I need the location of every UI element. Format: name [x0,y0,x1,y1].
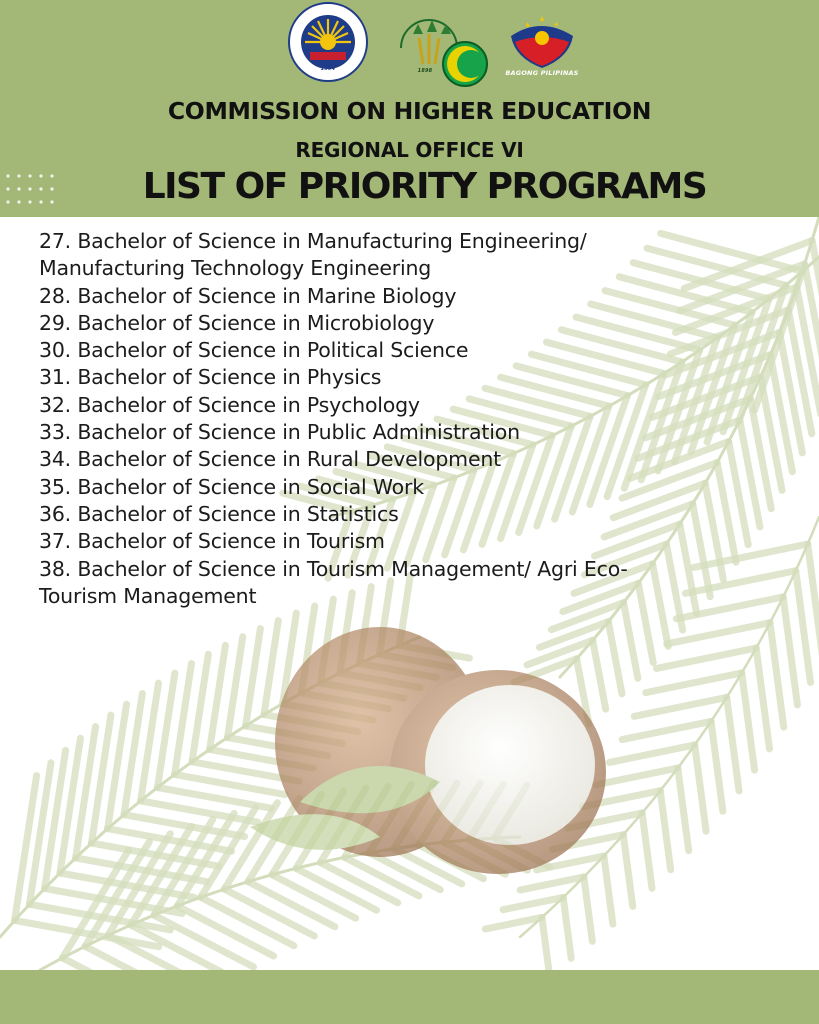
program-item: 30. Bachelor of Science in Political Science [39,338,469,363]
regional-office: REGIONAL OFFICE VI [295,138,524,162]
program-item: 37. Bachelor of Science in Tourism [39,529,385,554]
organization-name: COMMISSION ON HIGHER EDUCATION [167,97,652,125]
page-title: LIST OF PRIORITY PROGRAMS [142,166,707,207]
da-year: 1898 [417,68,433,74]
program-item: Manufacturing Technology Engineering [39,256,432,281]
logo-row [0,0,819,100]
bagong-pilipinas-text: BAGONG PILIPINAS [505,69,579,77]
footer-band [0,970,819,1024]
program-item: 35. Bachelor of Science in Social Work [39,474,424,499]
program-item: 33. Bachelor of Science in Public Administration [39,420,520,445]
da-seal-icon [393,4,493,88]
program-item: Tourism Management [39,583,257,608]
program-item: 28. Bachelor of Science in Marine Biology [39,283,457,308]
program-item: 31. Bachelor of Science in Physics [39,365,382,390]
dot-grid-decoration [4,172,60,208]
ched-year: 1994 [320,66,336,72]
program-item: 32. Bachelor of Science in Psychology [39,392,420,417]
priority-program-list [39,228,759,610]
program-item: 27. Bachelor of Science in Manufacturing Engineering/ [39,229,587,253]
program-item: 29. Bachelor of Science in Microbiology [39,310,435,335]
program-item: 38. Bachelor of Science in Tourism Management/ Agri Eco- [39,556,628,581]
program-item: 36. Bachelor of Science in Statistics [39,501,399,526]
program-item: 34. Bachelor of Science in Rural Development [39,447,501,472]
